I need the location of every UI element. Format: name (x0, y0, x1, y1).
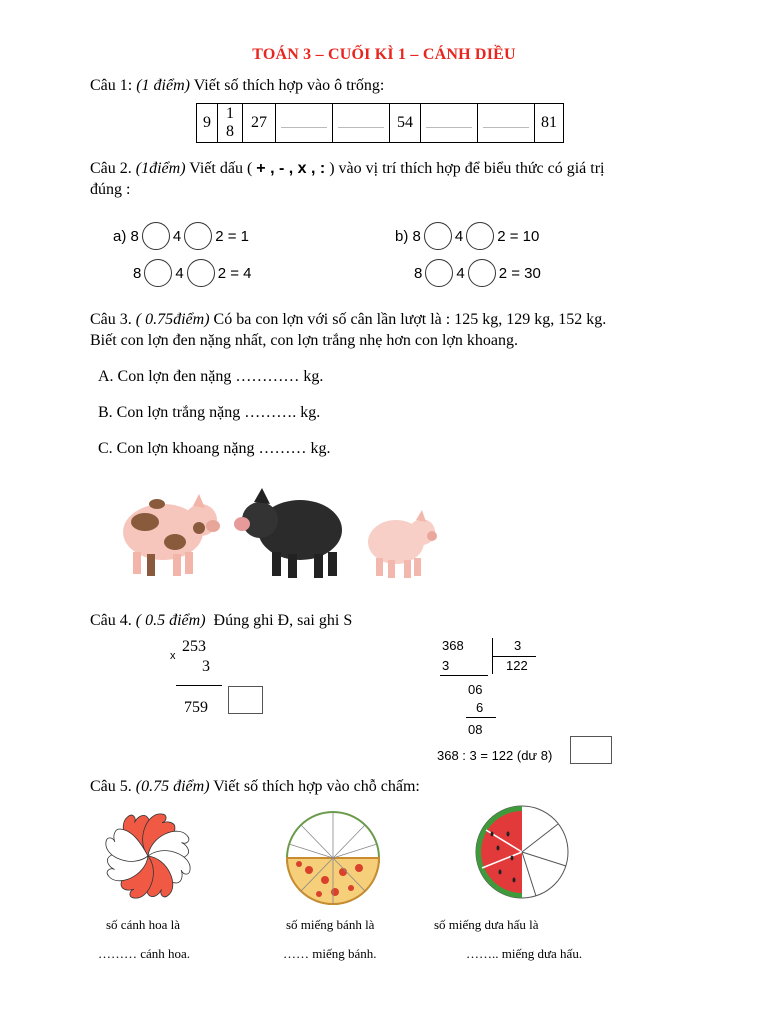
q4-text: Đúng ghi Đ, sai ghi S (213, 612, 353, 629)
q2-text-before: Viết dấu ( (189, 160, 253, 177)
expr-number: 2 (217, 264, 227, 282)
expr-number: 8 (414, 264, 423, 282)
expr-number: 4 (172, 227, 182, 245)
expr-b-label: b) (395, 227, 409, 245)
mult-top: 253 (182, 638, 206, 655)
question-3 (90, 309, 710, 351)
expr-result: = 10 (509, 227, 540, 245)
q5-label: Câu 5. (90, 778, 132, 795)
q1-label: Câu 1: (90, 77, 133, 94)
watermelon-caption-1: số miếng dưa hấu là (434, 917, 539, 932)
mult-result: 759 (184, 699, 208, 716)
expr-number: 4 (175, 264, 184, 282)
q3-label: Câu 3. (90, 311, 132, 328)
pizza-caption-2: …… miếng bánh. (283, 946, 377, 961)
page-title: TOÁN 3 – CUỐI KÌ 1 – CÁNH DIỀU (252, 46, 516, 63)
expr-b1 (395, 222, 539, 250)
seq-cell: 27 (243, 104, 276, 143)
seq-cell: 81 (535, 104, 564, 143)
spotted-pig-image (115, 480, 225, 580)
operator-circle[interactable] (466, 222, 494, 250)
black-pig-image (232, 478, 350, 580)
second-subtract: 6 (476, 700, 484, 715)
pizza-caption-1: số miếng bánh là (286, 917, 375, 932)
operator-circle[interactable] (184, 222, 212, 250)
operator-circle[interactable] (468, 259, 496, 287)
seq-cell: 9 (197, 104, 218, 143)
q3-text-line2: Biết con lợn đen nặng nhất, con lợn trắng nhẹ hơn con lợn khoang. (90, 332, 518, 349)
first-subtract: 3 (442, 658, 450, 673)
expr-a1 (113, 222, 249, 250)
seq-blank-cell[interactable] (333, 104, 390, 143)
q1-points: (1 điểm) (136, 77, 190, 94)
question-2 (90, 158, 690, 200)
expr-a-label: a) (113, 227, 127, 245)
watermelon-caption-2: …….. miếng dưa hấu. (466, 946, 583, 961)
mult-bottom: 3 (202, 658, 210, 675)
expr-number: 8 (133, 264, 142, 282)
seq-blank-cell[interactable] (276, 104, 333, 143)
expr-number: 2 (215, 227, 224, 245)
flower-image (100, 808, 196, 904)
division-statement: 368 : 3 = 122 (dư 8) (437, 748, 553, 763)
sub-line (440, 675, 488, 676)
answer-box-mult[interactable] (228, 686, 263, 714)
q2-label: Câu 2. (90, 160, 132, 177)
expr-a2 (133, 259, 251, 287)
expr-b2 (414, 259, 541, 287)
remainder-1: 06 (468, 682, 483, 697)
seq-cell-stacked (218, 104, 243, 143)
operator-circle[interactable] (424, 222, 452, 250)
expr-number: 8 (412, 227, 421, 245)
flower-caption-1: số cánh hoa là (106, 917, 181, 932)
q2-text-line2: đúng : (90, 181, 131, 198)
remainder-2: 08 (468, 722, 483, 737)
expr-number: 4 (454, 227, 464, 245)
expr-number: 4 (456, 264, 465, 282)
q3-option-a: A. Con lợn đen nặng ………… kg. (98, 368, 324, 385)
expr-result: = 4 (230, 264, 252, 282)
q4-points: ( 0.5 điểm) (135, 612, 206, 629)
q5-points: (0.75 điểm) (135, 778, 210, 795)
expr-number: 2 (497, 227, 506, 245)
answer-box-division[interactable] (570, 736, 612, 764)
watermelon-image (470, 800, 574, 904)
mult-line (176, 685, 222, 686)
expr-result: = 30 (511, 264, 541, 282)
q1-text: Viết số thích hợp vào ô trống: (193, 77, 385, 94)
expr-number: 8 (130, 227, 139, 245)
pizza-image (283, 808, 383, 908)
seq-digit: 1 (226, 105, 234, 122)
question-1 (90, 75, 384, 96)
multiply-sign: x (170, 650, 176, 662)
q5-text: Viết số thích hợp vào chỗ chấm: (213, 778, 420, 795)
operator-circle[interactable] (142, 222, 170, 250)
flower-caption-2: ……… cánh hoa. (98, 946, 191, 961)
q2-text-after: ) vào vị trí thích hợp để biểu thức có giá trị (329, 160, 605, 177)
expr-number: 2 (498, 264, 508, 282)
quotient: 122 (506, 658, 528, 673)
q4-label: Câu 4. (90, 612, 132, 629)
question-4 (90, 610, 352, 631)
number-sequence-table (196, 103, 564, 143)
q2-points: (1điểm) (135, 160, 186, 177)
quotient-line (492, 656, 536, 657)
seq-blank-cell[interactable] (421, 104, 478, 143)
seq-blank-cell[interactable] (478, 104, 535, 143)
question-5 (90, 776, 420, 797)
operator-circle[interactable] (187, 259, 215, 287)
seq-cell: 54 (390, 104, 421, 143)
seq-digit: 8 (226, 123, 234, 140)
q3-text: Có ba con lợn với số cân lần lượt là : 125 kg, 129 kg, 152 kg. (213, 311, 607, 328)
operator-circle[interactable] (425, 259, 453, 287)
divisor: 3 (514, 638, 522, 653)
long-division (440, 638, 560, 742)
q3-option-c: C. Con lợn khoang nặng ……… kg. (98, 440, 331, 457)
dividend: 368 (442, 638, 464, 653)
white-pig-image (362, 500, 442, 580)
operator-circle[interactable] (144, 259, 172, 287)
q3-points: ( 0.75điểm) (135, 311, 210, 328)
sub-line-2 (466, 717, 496, 718)
q2-operators: + , - , x , : (256, 160, 326, 177)
expr-result: = 1 (227, 227, 249, 245)
q3-option-b: B. Con lợn trắng nặng ………. kg. (98, 404, 321, 421)
